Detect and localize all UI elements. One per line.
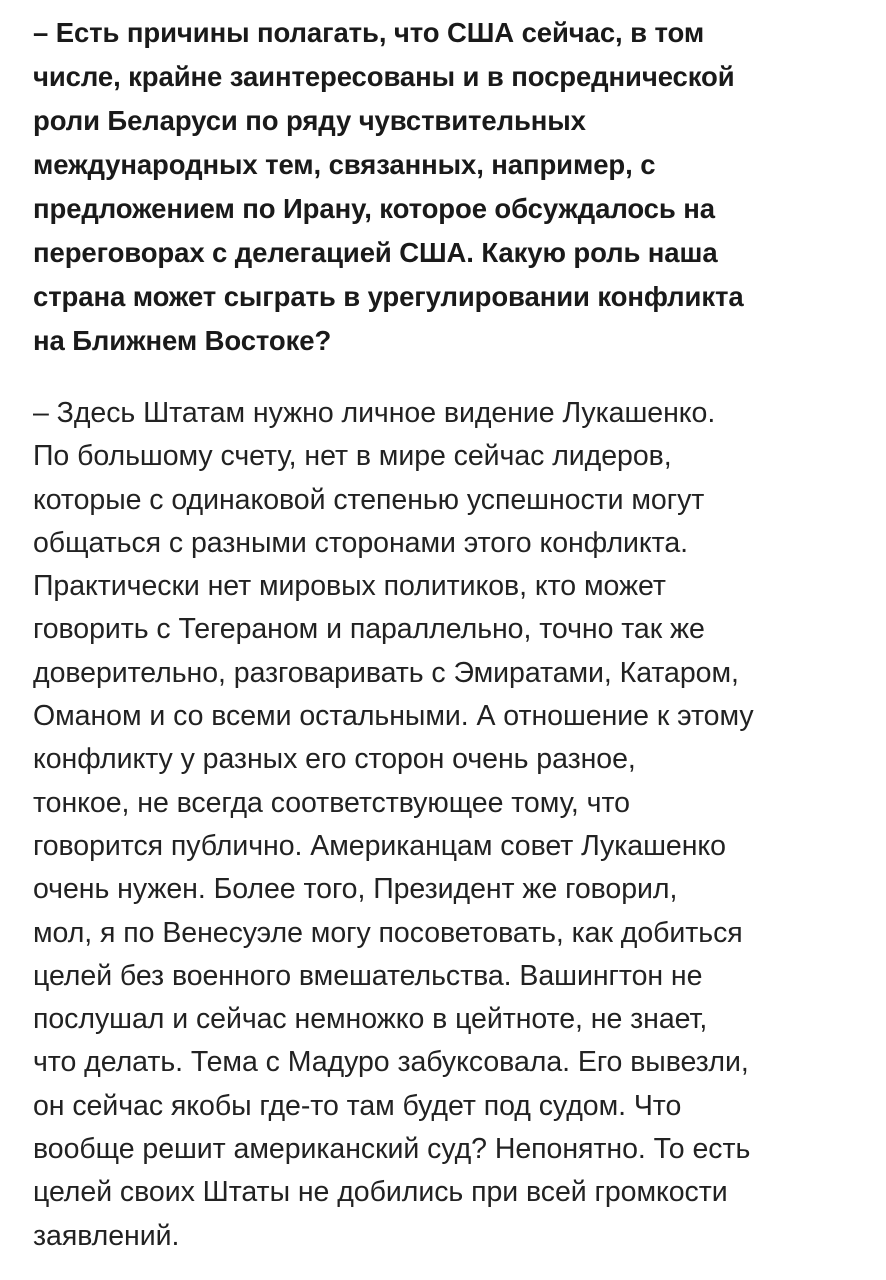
answer-line: целей без военного вмешательства. Вашингтон не — [33, 959, 703, 992]
answer-line: мол, я по Венесуэле могу посоветовать, как добиться — [33, 916, 743, 949]
answer-line: По большому счету, нет в мире сейчас лидеров, — [33, 440, 672, 473]
answer-line: целей своих Штаты не добились при всей громкости — [33, 1176, 728, 1209]
answer-line: что делать. Тема с Мадуро забуксовала. Его вывезли, — [33, 1046, 749, 1079]
question-line: переговорах с делегацией США. Какую роль наша — [33, 237, 718, 268]
question-line: предложением по Ирану, которое обсуждалось на — [33, 193, 715, 224]
answer-line: послушал и сейчас немножко в цейтноте, не знает, — [33, 1003, 708, 1036]
answer-line: общаться с разными сторонами этого конфликта. — [33, 526, 689, 559]
question-line: – Есть причины полагать, что США сейчас, в том — [33, 17, 705, 48]
answer-line: которые с одинаковой степенью успешности могут — [33, 483, 705, 516]
interview-answer — [33, 392, 873, 1258]
answer-line: тонкое, не всегда соответствующее тому, что — [33, 786, 630, 819]
question-line: на Ближнем Востоке? — [33, 325, 332, 356]
article-body — [33, 11, 873, 1258]
answer-line: – Здесь Штатам нужно личное видение Лукашенко. — [33, 397, 716, 429]
question-line: международных тем, связанных, например, с — [33, 149, 656, 180]
question-line: роли Беларуси по ряду чувствительных — [33, 105, 586, 136]
answer-line: очень нужен. Более того, Президент же говорил, — [33, 873, 678, 906]
interview-question — [33, 11, 873, 363]
answer-line: вообще решит американский суд? Непонятно. То есть — [33, 1133, 751, 1166]
answer-line: доверительно, разговаривать с Эмиратами, Катаром, — [33, 656, 739, 689]
answer-line: конфликту у разных его сторон очень разное, — [33, 743, 636, 776]
answer-line: он сейчас якобы где-то там будет под судом. Что — [33, 1089, 682, 1122]
answer-line: Оманом и со всеми остальными. А отношение к этому — [33, 700, 754, 733]
answer-line: говорить с Тегераном и параллельно, точно так же — [33, 613, 705, 646]
question-line: числе, крайне заинтересованы и в посреднической — [33, 61, 735, 92]
answer-line: говорится публично. Американцам совет Лукашенко — [33, 829, 726, 862]
answer-line: заявлений. — [33, 1219, 180, 1252]
answer-line: Практически нет мировых политиков, кто может — [33, 570, 666, 603]
question-line: страна может сыграть в урегулировании конфликта — [33, 281, 744, 312]
